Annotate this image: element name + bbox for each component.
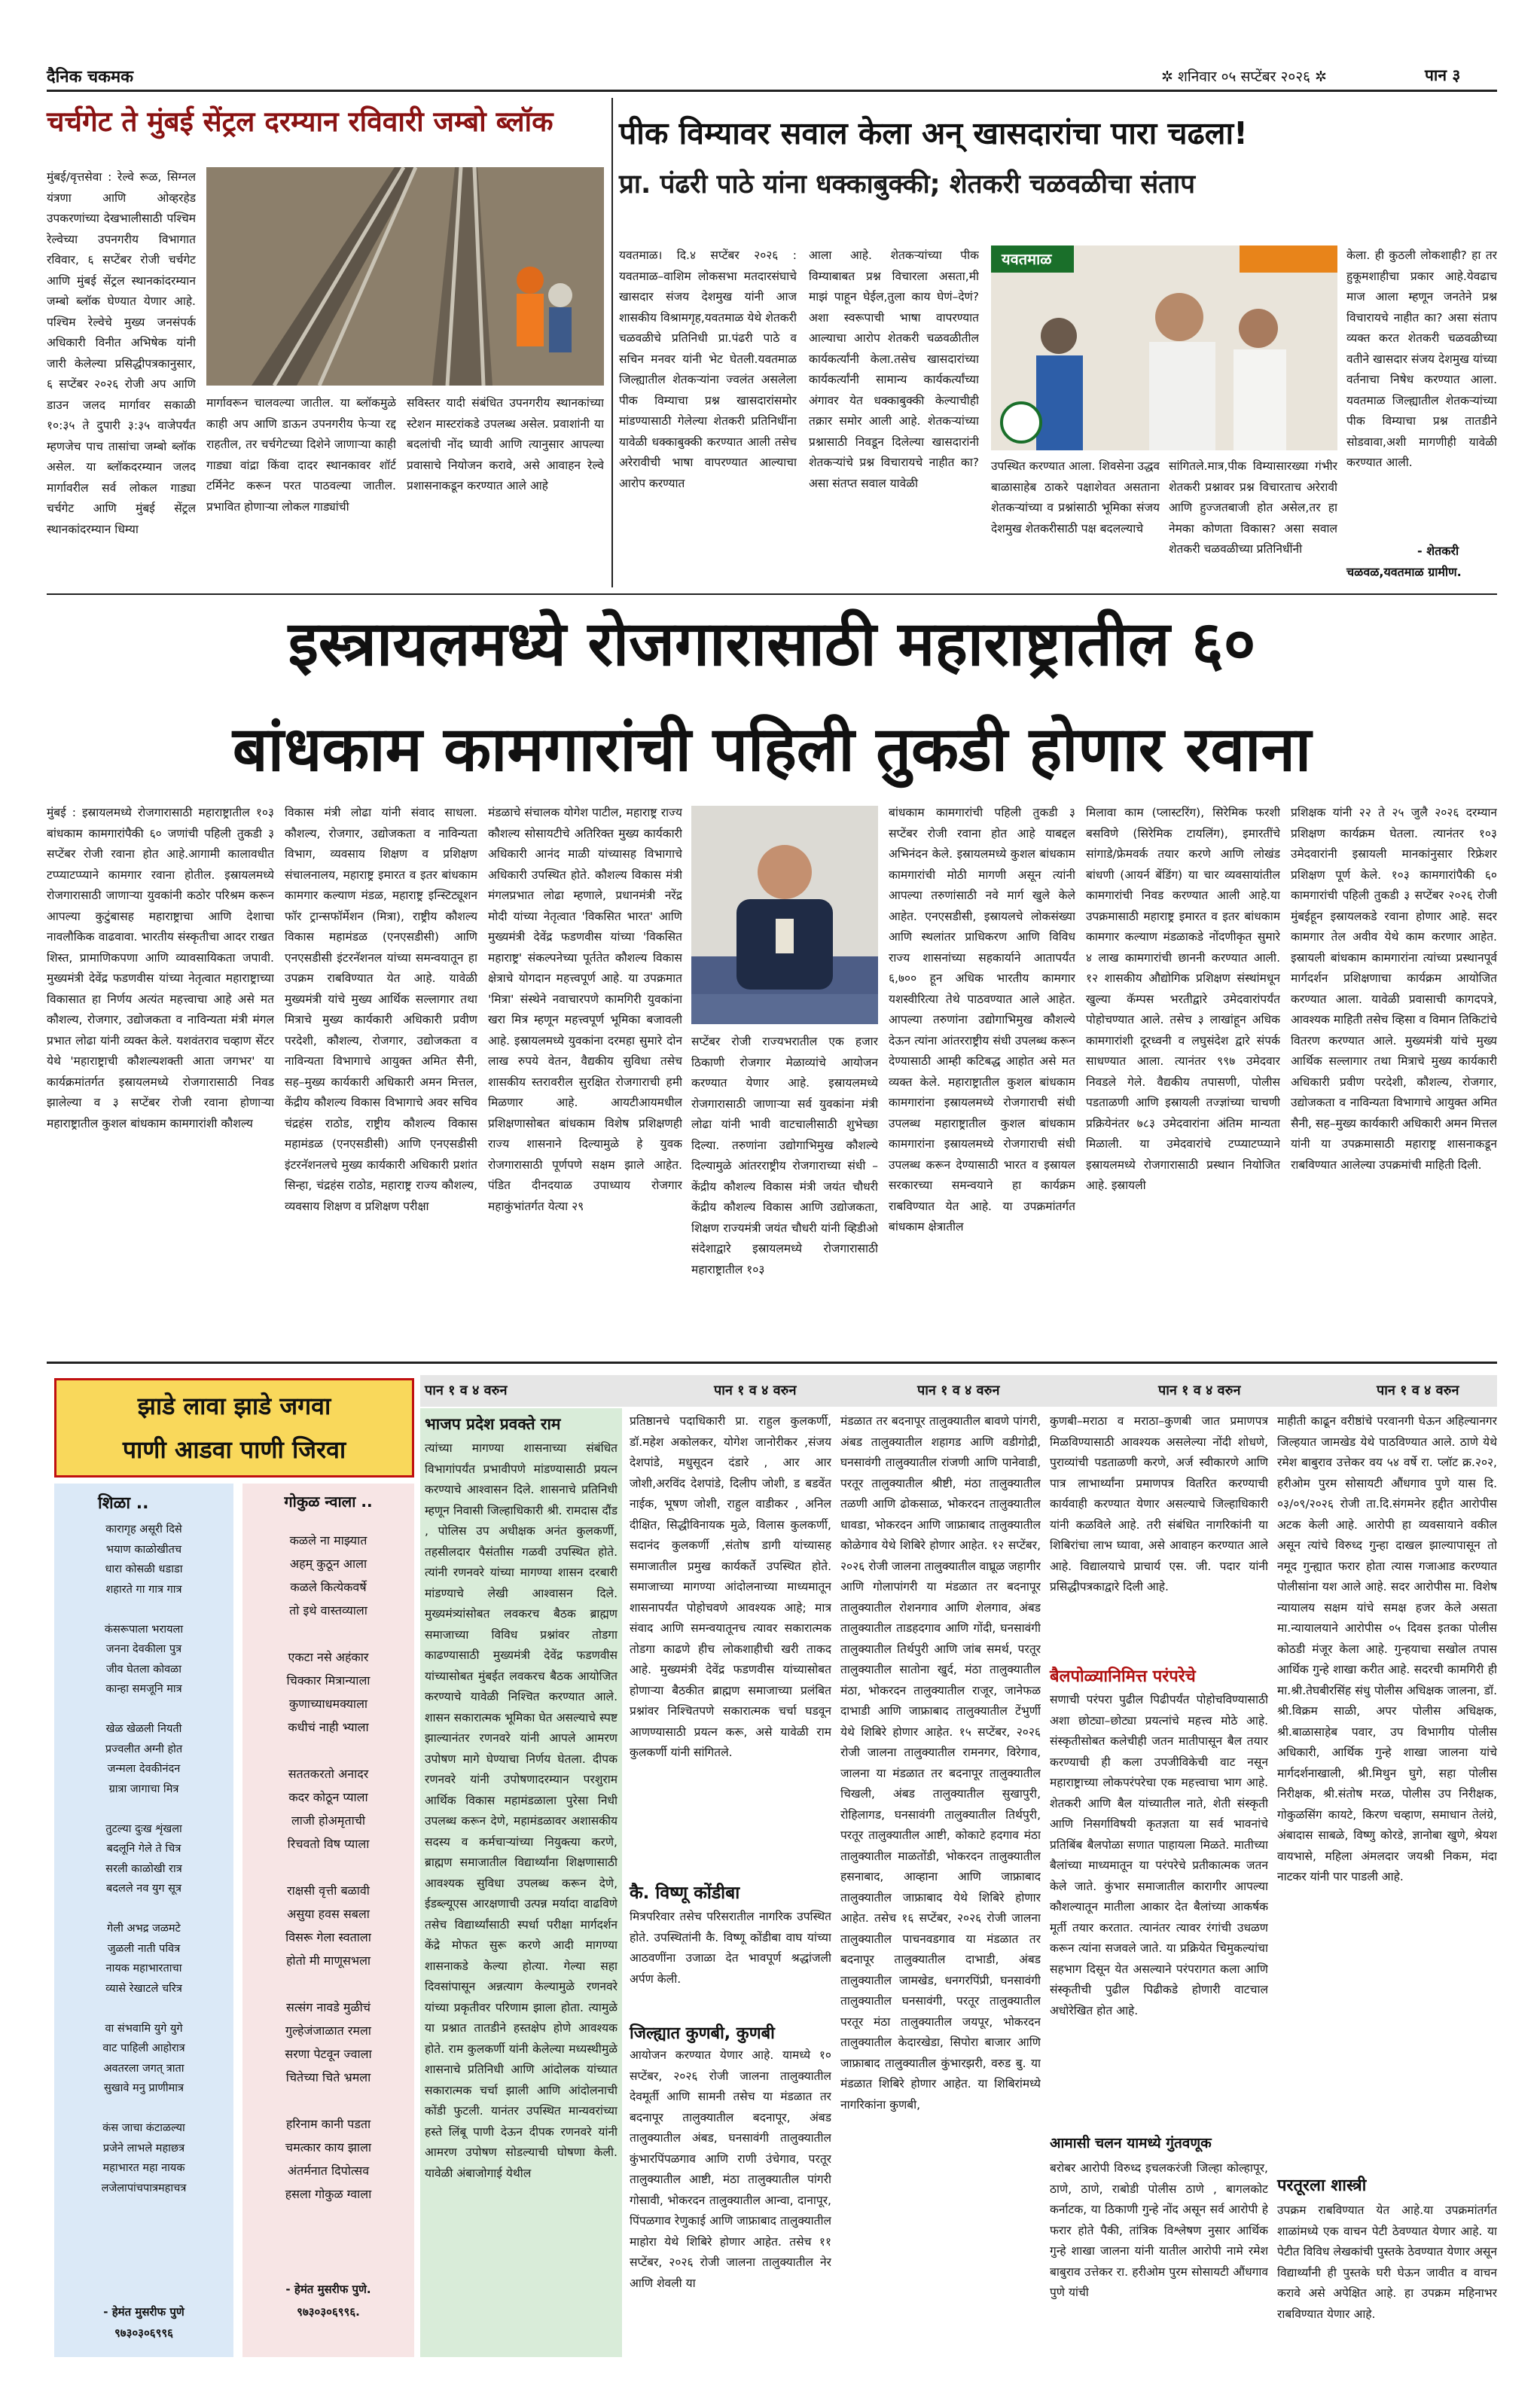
minister-illustration bbox=[691, 806, 878, 1024]
poem-box-2 bbox=[242, 1484, 414, 2357]
cont5-text2: उपक्रम राबविण्यात येत आहे.या उपक्रमांतर्गत शाळांमध्ये एक वाचन पेटी ठेवण्यात येणार आहे. या पेटीत विविध लेखकांची पुस्तके ठेवण्यात येणार असून विद्यार्थ्यांनी ही पुस्तके घरी घेऊन जावीत व वाचन करावे असे अपेक्षित आहे. हा उपक्रम महिनाभर राबविण्यात येणार आहे. bbox=[1277, 2203, 1497, 2321]
israel-col4-text: बांधकाम कामगारांची पहिली तुकडी ३ सप्टेंबर रोजी रवाना होत आहे याबद्दल अभिनंदन केले. इस्रायलमध्ये कुशल बांधकाम कामगारांची मोठी मागणी असून त्यांनी आपल्या तरुणांसाठी नवे मार्ग खुले केले आहेत. एनएसडीसी, इस्रायलचे लोकसंख्या आणि स्थलांतर प्राधिकरण आणि विविध राज्य शासनांच्या सहकार्याने आतापर्यंत ६,७०० हून अधिक भारतीय कामगार यशस्वीरित्या तेथे पाठवण्यात आले आहेत. आपल्या तरुणांना उद्योगाभिमुख कौशल्ये देऊन त्यांना आंतरराष्ट्रीय संधी उपलब्ध करून देण्यासाठी आम्ही कटिबद्ध आहोत असे मत व्यक्त केले. महाराष्ट्रातील कुशल बांधकाम कामगारांना इस्रायलमध्ये रोजगाराची संधी उपलब्ध महाराष्ट्रातील कुशल बांधकाम कामगारांना इस्रायलमध्ये रोजगाराची संधी उपलब्ध करून देण्यासाठी भारत व इस्रायल सरकारच्या समन्वयाने हा कार्यक्रम राबविण्यात येत आहे. या उपक्रमांतर्गत बांधकाम क्षेत्रातील bbox=[889, 806, 1075, 1234]
poem2-line: हरिनाम कानी पडता bbox=[285, 2117, 371, 2131]
banner-line-2: पाणी आडवा पाणी जिरवा bbox=[122, 1435, 346, 1464]
poem1-author: - हेमंत मुसरीफ पुणे bbox=[103, 2305, 184, 2319]
cont2-sign: कै. विष्णू कोंडीबा bbox=[630, 1883, 740, 1903]
poem1-line: कारागृह असूरी दिसे bbox=[105, 1523, 182, 1535]
poem1-line bbox=[62, 1600, 226, 1620]
cont1-title: भाजप प्रदेश प्रवक्ते राम bbox=[425, 1415, 561, 1433]
poem1-line: सुखावे मनु प्राणीमात्र bbox=[103, 2082, 184, 2094]
page-header bbox=[47, 62, 1497, 89]
cont2-text3: आयोजन करण्यात येणार आहे. यामध्ये १० सप्टेंबर, २०२६ रोजी जालना तालुक्यातील देवमूर्ती आणि सामनी तसेच या मंडळात तर बदनापूर तालुक्यातील बदनापूर, अंबड तालुक्यातील अंबड, घनसावंगी तालुक्यातील कुंभारपिंपळगाव आणि राणी उंचेगाव, परतूर तालुक्यातील आष्टी, मंठा तालुक्यातील पांगरी गोसावी, भोकरदन तालुक्यातील आन्वा, दानापूर, पिंपळगाव रेणुकाई आणि जाफ्राबाद तालुक्यातील माहोरा येथे शिबिरे होणार आहेत. तसेच ११ सप्टेंबर, २०२६ रोजी जालना तालुक्यातील नेर आणि शेवली या bbox=[630, 2048, 831, 2290]
poem2-line: असुया हवस सबला bbox=[287, 1907, 370, 1921]
crop-col5-text: केला. ही कुठली लोकशाही? हा तर हुकूमशाहीचा प्रकार आहे.येवढाच माज आला म्हणून जनतेने प्रश्न विचारायचे नाहीत का? असा संताप व्यक्त करत शेतकरी चळवळीच्या वतीने खासदार संजय देशमुख यांच्या वर्तनाचा निषेध करण्यात आला. यवतमाळ जिल्ह्यातील शेतकऱ्यांच्या पीक विम्याचा प्रश्न तातडीने सोडवावा,अशी मागणीही यावेळी करण्यात आली. bbox=[1346, 249, 1497, 469]
poem2-line: राक्षसी वृत्ती बळावी bbox=[287, 1883, 370, 1898]
poem1-line: बदलले नव युग सूत्र bbox=[106, 1883, 181, 1895]
poem1-line: अवतरला जगत् त्राता bbox=[103, 2062, 184, 2075]
poem2-line: रिचवतो विष प्याला bbox=[287, 1837, 370, 1851]
cont-column-1 bbox=[420, 1408, 622, 2357]
poem1-line: शहारते गा गात्र गात्र bbox=[105, 1583, 182, 1596]
rule-below-top bbox=[47, 593, 1497, 595]
poem1-phone: ९७३०३०६९९६ bbox=[114, 2326, 173, 2340]
headline-crop-insurance: पीक विम्यावर सवाल केला अन् खासदारांचा पारा चढला! bbox=[619, 115, 1248, 151]
poem1-line: तुटल्या दुःख शृंखला bbox=[105, 1822, 182, 1835]
poem1-line: बदलूनि गेले ते चित्र bbox=[106, 1843, 181, 1855]
jumbo-col2-text: मार्गावरून चालवल्या जातील. या ब्लॉकमुळे काही अप आणि डाऊन उपनगरीय फेऱ्या रद्द राहतील, तर चर्चगेटच्या दिशेने जाणाऱ्या काही गाड्या वांद्रा किंवा दादर स्थानकावर शॉर्ट टर्मिनेट करून परत पाठवल्या जातील. प्रभावित होणाऱ्या लोकल गाड्यांची bbox=[206, 396, 396, 514]
cont-column-4 bbox=[1050, 1408, 1268, 2357]
jumbo-col1-text: मुंबई/वृत्तसेवा : रेल्वे रूळ, सिग्नल यंत्रणा आणि ओव्हरहेड उपकरणांच्या देखभालीसाठी पश्चिम रेल्वेच्या उपनगरीय विभागात रविवार, ६ सप्टेंबर रोजी चर्चगेट आणि मुंबई सेंट्रल स्थानकांदरम्यान जम्बो ब्लॉक घेण्यात येणार आहे. पश्चिम रेल्वेचे मुख्य जनसंपर्क अधिकारी विनीत अभिषेक यांनी जारी केलेल्या प्रसिद्धीपत्रकानुसार, ६ सप्टेंबर २०२६ रोजी अप आणि डाउन जलद मार्गावर सकाळी १०:३५ ते दुपारी ३:३५ वाजेपर्यंत म्हणजेच पाच तासांचा जम्बो ब्लॉक असेल. या ब्लॉकदरम्यान जलद मार्गावरील सर्व लोकल गाड्या चर्चगेट आणि मुंबई सेंट्रल स्थानकांदरम्यान धिम्या bbox=[47, 170, 196, 536]
story-crop-insurance bbox=[619, 98, 1497, 587]
poem2-line: सततकरतो अनादर bbox=[288, 1767, 369, 1781]
poem2-line: चिक्कार मित्रान्याला bbox=[286, 1673, 371, 1688]
cont2-text2: मित्रपरिवार तसेच परिसरातील नागरिक उपस्थित होते. उपस्थितांनी कै. विष्णू कोंडीबा वाघ यांच्या आठवणींना उजाळा देत भावपूर्ण श्रद्धांजली अर्पण केली. bbox=[630, 1910, 831, 1986]
poem1-line: ग्रात्रा जागाचा मित्र bbox=[108, 1783, 179, 1795]
poem1-line: महाभारत महा नायक bbox=[102, 2162, 185, 2174]
poem2-line bbox=[250, 1739, 407, 1762]
israel-col5-text: मिलावा काम (प्लास्टरिंग), सिरेमिक फरशी बसविणे (सिरेमिक टायलिंग), इमारतींचे सांगाडे/फ्रेमवर्क तयार करणे आणि लोखंड बांधणी (आयर्न बेंडिंग) या चार व्यवसायांतील कामगारांची निवड करण्यात आली आहे.या उपक्रमासाठी महाराष्ट्र इमारत व इतर बांधकाम कामगार कल्याण मंडळाकडे नोंदणीकृत सुमारे ४ लाख कामगारांची छाननी करण्यात आली. १२ शासकीय औद्योगिक प्रशिक्षण संस्थांमधून खुल्या कॅम्पस भरतीद्वारे उमेदवारांपर्यंत पोहोचण्यात आले. तसेच ३ लाखांहून अधिक कामगारांशी दूरध्वनी व लघुसंदेश द्वारे संपर्क साधण्यात आला. त्यानंतर ९९७ उमेदवार निवडले गेले. वैद्यकीय तपासणी, पोलीस पडताळणी आणि इस्रायली तज्ज्ञांच्या चाचणी प्रक्रियेनंतर ७८३ उमेदवारांना अंतिम मान्यता मिळाली. या उमेदवारांचे टप्प्याटप्प्याने इस्रायलमध्ये रोजगारासाठी प्रस्थान नियोजित आहे. इस्रायली bbox=[1086, 806, 1280, 1192]
poem1-line: प्रज्वलीत अग्नी होत bbox=[105, 1743, 183, 1755]
poem1-line: वाट पाहिली आहोरात्र bbox=[102, 2042, 185, 2054]
poem2-line: हसला गोकुळ ग्वाला bbox=[285, 2187, 372, 2201]
crop-signature-1: - शेतकरी bbox=[1417, 544, 1459, 558]
minister-photo bbox=[691, 806, 878, 1024]
israel-col2-text: विकास मंत्री लोढा यांनी संवाद साधला. कौशल्य, रोजगार, उद्योजकता व नाविन्यता विभाग, व्यवसाय शिक्षण व प्रशिक्षण संचालनालय, महाराष्ट्र इमारत व इतर बांधकाम कामगार कल्याण मंडळ, महाराष्ट्र इन्स्टिट्यूशन फॉर ट्रान्सफॉर्मेशन (मित्रा), राष्ट्रीय कौशल्य विकास महामंडळ (एनएसडीसी) आणि एनएसडीसी इंटरनॅशनल यांच्या समन्वयातून हा उपक्रम राबविण्यात येत आहे. यावेळी मुख्यमंत्री यांचे मुख्य आर्थिक सल्लागार तथा मित्राचे मुख्य कार्यकारी अधिकारी प्रवीण परदेशी, कौशल्य, रोजगार, उद्योजकता व नाविन्यता विभागाचे आयुक्त अमित सैनी, सह–मुख्य कार्यकारी अधिकारी अमन मित्तल, केंद्रीय कौशल्य विकास विभागाचे अवर सचिव चंद्रहंस राठोड, राष्ट्रीय कौशल्य विकास महामंडळ (एनएसडीसी) आणि एनएसडीसी इंटरनॅशनलचे मुख्य कार्यकारी अधिकारी प्रशांत सिन्हा, चंद्रहंस राठोड, महाराष्ट्र राज्य कौशल्य, व्यवसाय शिक्षण व प्रशिक्षण परीक्षा bbox=[285, 806, 477, 1213]
poem2-line: अंतर्मनात दिपोत्सव bbox=[287, 2164, 370, 2178]
cont1-text: त्यांच्या मागण्या शासनाच्या संबंधित विभागांपर्यंत प्रभावीपणे मांडण्यासाठी प्रयत्न करण्याचे आश्वासन दिले. शासनाचे प्रतिनिधी म्हणून निवासी जिल्हाधिकारी श्री. रामदास दौंड , पोलिस उप अधीक्षक अनंत कुलकर्णी, तहसीलदार पैसंताीस गळवी उपस्थित होते. त्यांनी रणनवरे यांच्या मागण्या शासन दरबारी मांडण्याचे लेखी आश्वासन दिले. मुख्यमंत्र्यांसोबत लवकरच बैठक ब्राह्मण समाजाच्या विविध प्रश्नांवर तोडगा काढण्यासाठी मुख्यमंत्री देवेंद्र फडणवीस यांच्यासोबत मुंबईत लवकरच बैठक आयोजित करण्याचे यावेळी निश्चित करण्यात आले. शासन सकारात्मक भूमिका घेत असल्याचे स्पष्ट झाल्यानंतर रणनवरे यांनी आपले आमरण उपोषण मागे घेण्याचा निर्णय घेतला. दीपक रणनवरे यांनी उपोषणादरम्यान परशुराम आर्थिक विकास महामंडळाला पुरेसा निधी उपलब्ध करून देणे, महामंडळावर अशासकीय सदस्य व कर्मचाऱ्यांच्या नियुक्त्या करणे, ब्राह्मण समाजातील विद्यार्थ्यांना शिक्षणासाठी आवश्यक सुविधा उपलब्ध करून देणे, ईडब्ल्यूएस आरक्षणाची उत्पन्न मर्यादा वाढविणे तसेच विद्यार्थ्यांसाठी स्पर्धा परीक्षा मार्गदर्शन केंद्रे मोफत सुरू करणे आदी मागण्या शासनाकडे केल्या होत्या. गेल्या सहा दिवसांपासून अन्नत्याग केल्यामुळे रणनवरे यांच्या प्रकृतीवर परिणाम झाला होता. त्यामुळे या प्रश्नात तातडीने हस्तक्षेप होणे आवश्यक होते. राम कुलकर्णी यांनी केलेल्या मध्यस्थीमुळे शासनाचे प्रतिनिधी आणि आंदोलक यांच्यात सकारात्मक चर्चा झाली आणि आंदोलनाची कोंडी फुटली. यानंतर उपस्थित मान्यवरांच्या हस्ते लिंबू पाणी देऊन दीपक रणनवरे यांनी आमरण उपोषण सोडल्याची घोषणा केली. यावेळी अंबाजोगाई येथील bbox=[425, 1441, 618, 2180]
continuation-label-2: पान १ व ४ वरुन bbox=[714, 1383, 797, 1398]
poem1-line bbox=[62, 1700, 226, 1720]
cont3-text: मंडळात तर बदनापूर तालुक्यातील बावणे पांगरी, अंबड तालुक्यातील शहागड आणि वडीगोद्री, घनसावंगी तालुक्यातील रांजणी आणि पानेवाडी, परतूर तालुक्यातील श्रीष्टी, मंठा तालुक्यातील तळणी आणि ढोकसाळ, भोकरदन तालुक्यातील धावडा, भोकरदन आणि जाफ्राबाद तालुक्यातील कोळेगाव येथे शिबिरे होणार आहेत. १२ सप्टेंबर, २०२६ रोजी जालना तालुक्यातील वाघ्रूळ जहागीर आणि गोलापांगरी या मंडळात तर बदनापूर तालुक्यातील रोशनगाव आणि शेलगाव, अंबड तालुक्यातील ताडहदगाव आणि गोंदी, घनसावंगी तालुक्यातील तिर्थपुरी आणि जांब समर्थ, परतूर तालुक्यातील सातोना खुर्द, मंठा तालुक्यातील मंठा, भोकरदन तालुक्यातील राजूर, जानेफळ दाभाडी आणि जाफ्राबाद तालुक्यातील टेंभुर्णी येथे शिबिरे होणार आहेत. १५ सप्टेंबर, २०२६ रोजी जालना तालुक्यातील रामनगर, विरेगाव, जालना या मंडळात तर बदनापूर तालुक्यातील चिखली, अंबड तालुक्यातील सुखापुरी, रोहिलागड, घनसावंगी तालुक्यातील तिर्थपुरी, परतूर तालुक्यातील आष्टी, कोकाटे हदगाव मंठा तालुक्यातील माळतोंडी, भोकरदन तालुक्यातील हसनाबाद, आव्हाना आणि जाफ्राबाद तालुक्यातील जाफ्राबाद येथे शिबिरे होणार आहेत. तसेच १६ सप्टेंबर, २०२६ रोजी जालना तालुक्यातील पाचनवडगाव या मंडळात तर बदनापूर तालुक्यातील दाभाडी, अंबड तालुक्यातील जामखेड, धनगरपिंप्री, घनसावंगी तालुक्यातील घनसावंगी, परतूर तालुक्यातील परतूर मंठा तालुक्यातील जयपूर, भोकरदन तालुक्यातील केदारखेडा, सिपोरा बाजार आणि जाफ्राबाद तालुक्यातील कुंभारझरी, वरुड बु. या मंडळात शिबिरे होणार आहेत. या शिबिरांमध्ये नागरिकांना कुणबी, bbox=[840, 1414, 1041, 2112]
poem2-line: कळले ना माझ्यात bbox=[289, 1533, 367, 1548]
poem2-line bbox=[250, 1972, 407, 1996]
poem1-line: व्यासे रेखाटले चरित्र bbox=[105, 1982, 182, 1995]
poem2-line bbox=[250, 2089, 407, 2112]
poem2-line bbox=[250, 1856, 407, 1879]
crop-col4-text: सांगितले.मात्र,पीक विम्यासारख्या गंभीर शेतकरी प्रश्नावर प्रश्न विचारताच अरेरावी आणि हुज्जतबाजी होत असेल,तर हा नेमका कोणता विकास? असा सवाल शेतकरी चळवळीच्या प्रतिनिधींनी bbox=[1169, 459, 1337, 556]
israel-col3-text: मंडळाचे संचालक योगेश पाटील, महाराष्ट्र राज्य कौशल्य सोसायटीचे अतिरिक्त मुख्य कार्यकारी अधिकारी आनंद माळी यांच्यासह विभागाचे अधिकारी उपस्थित होते. कौशल्य विकास मंत्री मंगलप्रभात लोढा म्हणाले, प्रधानमंत्री नरेंद्र मोदी यांच्या नेतृत्वात 'विकसित भारत' आणि मुख्यमंत्री देवेंद्र फडणवीस यांच्या 'विकसित महाराष्ट्र' संकल्पनेच्या पूर्ततेत कौशल्य विकास क्षेत्राचे योगदान महत्त्वपूर्ण आहे. या उपक्रमात 'मित्रा' संस्थेने नवाचारपणे कामगिरी युवकांना खरा मित्र म्हणून महत्त्वपूर्ण भूमिका बजावली आहे. इस्रायलमध्ये युवकांना दरमहा सुमारे दोन लाख रुपये वेतन, वैद्यकीय सुविधा तसेच शासकीय स्तरावरील सुरक्षित रोजगाराची हमी मिळणार आहे. आयटीआयमधील प्रशिक्षणासोबत बांधकाम विशेष प्रशिक्षणही राज्य शासनाने दिल्यामुळे हे युवक रोजगारासाठी पूर्णपणे सक्षम झाले आहेत. पंडित दीनदयाळ उपाध्याय रोजगार महाकुंभांतर्गत येत्या २९ bbox=[488, 806, 682, 1213]
israel-col6-text: प्रशिक्षक यांनी २२ ते २५ जुलै २०२६ दरम्यान प्रशिक्षण कार्यक्रम घेतला. त्यानंतर १०३ उमेदवारांनी इस्रायली मानकांनुसार रिफ्रेशर प्रशिक्षण पूर्ण केले. १०३ कामगारांपैकी ६० कामगारांची पहिली तुकडी ३ सप्टेंबर २०२६ रोजी मुंबईहून इस्रायलकडे रवाना होणार आहे. सदर कामगार तेल अवीव येथे काम करणार आहेत. इस्रायली बांधकाम कामगारांना त्यांच्या प्रस्थानपूर्व मार्गदर्शन प्रशिक्षणाचा कार्यक्रम आयोजित करण्यात आला. यावेळी प्रवासाची कागदपत्रे, आवश्यक माहिती तसेच व्हिसा व विमान तिकिटांचे वितरण करण्यात आले. मुख्यमंत्री यांचे मुख्य आर्थिक सल्लागार तथा मित्राचे मुख्य कार्यकारी अधिकारी प्रवीण परदेशी, कौशल्य, रोजगार, उद्योजकता व नाविन्यता विभागाचे आयुक्त अमित सैनी, सह–मुख्य कार्यकारी अधिकारी अमन मित्तल यांनी या उपक्रमासाठी महाराष्ट्र शासनाकडून राबविण्यात आलेल्या उपक्रमांची माहिती दिली. bbox=[1291, 806, 1497, 1172]
cont4-text: कुणबी–मराठा व मराठा–कुणबी जात प्रमाणपत्र मिळविण्यासाठी आवश्यक असलेल्या नोंदी शोधणे, पुराव्यांची पडताळणी करणे, अर्ज स्वीकारणे आणि पात्र लाभार्थ्यांना प्रमाणपत्र वितरित करण्याची कार्यवाही करण्यात येणार असल्याचे जिल्हाधिकारी यांनी कळविले आहे. तरी संबंधित नागरिकांनी या शिबिरांचा लाभ घ्यावा, असे आवाहन करण्यात आले आहे. विद्यालयाचे प्राचार्य एस. जी. पदार यांनी प्रसिद्धीपत्रकाद्वारे दिली आहे. bbox=[1050, 1414, 1268, 1593]
poem1-line: भयाण काळोखीतच bbox=[105, 1543, 182, 1556]
poem1-line: जीव घेतला कोवळा bbox=[106, 1663, 181, 1676]
poem1-title: शिळा .. bbox=[98, 1494, 149, 1513]
mp-meeting-photo bbox=[991, 245, 1337, 450]
poem1-line: लजेलापांचपात्रमहाचत्र bbox=[101, 2182, 187, 2194]
poem2-line: चमत्कार काय झाला bbox=[285, 2140, 372, 2155]
poem2-line: सत्संग नावडे मुळीचं bbox=[286, 2000, 371, 2014]
poem1-line: कंस जाचा कंटाळल्या bbox=[102, 2122, 185, 2134]
cont2-title2: जिल्ह्यात कुणबी, कुणबी bbox=[630, 2024, 775, 2043]
continuation-bar bbox=[420, 1375, 1497, 1407]
poem2-line: अहम् कुठून आला bbox=[289, 1557, 367, 1571]
poem2-line: गुल्हेजंजाळात रमला bbox=[285, 2023, 371, 2038]
crop-col1-text: यवतमाळ। दि.४ सप्टेंबर २०२६ : यवतमाळ–वाशिम लोकसभा मतदारसंघाचे खासदार संजय देशमुख यांनी आज शासकीय विश्रामगृह,यवतमाळ येथे शेतकरी चळवळीचे प्रतिनिधी प्रा.पंढरी पाठे व सचिन मनवर यांनी भेट घेतली.यवतमाळ जिल्ह्यातील शेतकऱ्यांना ज्वलंत असलेला पीक विम्याचा प्रश्न खासदारांसमोर मांडण्यासाठी गेलेल्या शेतकरी प्रतिनिधींना यावेळी धक्काबुक्की करण्यात आली तसेच अरेरावीची भाषा वापरण्यात आल्याचा आरोप करण्यात bbox=[619, 249, 797, 490]
poem-box-1 bbox=[54, 1484, 233, 2357]
poem1-line bbox=[62, 1999, 226, 2019]
cont-column-2 bbox=[630, 1408, 831, 2357]
headline-israel-line2: बांधकाम कामगारांची पहिली तुकडी होणार रवाना bbox=[232, 714, 1312, 785]
header-rule bbox=[47, 90, 1497, 92]
continuation-label-1: पान १ व ४ वरुन bbox=[425, 1383, 508, 1398]
cont4-text2: सणाची परंपरा पुढील पिढीपर्यंत पोहोचविण्यासाठी अशा छोट्या–छोट्या प्रयत्नांचे महत्त्व मोठे आहे. संस्कृतीसोबत कलेचीही जतन मातीपासून बैल तयार करण्याची ही कला उपजीविकेची वाट नसून महाराष्ट्राच्या लोकपरंपरेचा एक महत्त्वाचा भाग आहे. शेतकरी आणि बैल यांच्यातील नाते, शेती संस्कृती आणि निसर्गाविषयी कृतज्ञता या सर्व भावनांचे प्रतिबिंब बैलपोळा सणात पाहायला मिळते. मातीच्या बैलांच्या माध्यमातून या परंपरेचे प्रतीकात्मक जतन केले जाते. कुंभार समाजातील कारागीर आपल्या कौशल्यातून मातीला आकार देत बैलांच्या आकर्षक मूर्ती तयार करतात. त्यानंतर त्यावर रंगांची उधळण करून त्यांना सजवले जाते. या प्रक्रियेत चिमुकल्यांचा सहभाग दिसून येत असल्याने परंपरागत कला आणि संस्कृतीची पुढील पिढीकडे होणारी वाटचाल अधोरेखित होत आहे. bbox=[1050, 1693, 1268, 2017]
crop-col2-text: आला आहे. शेतकऱ्यांच्या पीक विम्याबाबत प्रश्न विचारला असता,मी माझं पाहून घेईल,तुला काय घेणं–देणं? अशा स्वरूपाची भाषा वापरण्यात आल्याचा आरोप शेतकरी चळवळीतील कार्यकर्त्यांनी केला.तसेच खासदारांच्या कार्यकर्त्यांनी सामान्य कार्यकर्त्यांच्या अंगावर येत धक्काबुक्की केल्याचीही तक्रार समोर आली आहे. शेतकऱ्यांच्या प्रश्नासाठी निवडून दिलेल्या खासदारांनी शेतकऱ्यांचे प्रश्न विचारायचे नाहीत का? असा संतप्त सवाल यावेळी bbox=[809, 249, 979, 490]
poem1-line: प्रजेने लाभले महाछत्र bbox=[102, 2142, 185, 2155]
newspaper-name: दैनिक चकमक bbox=[47, 68, 134, 87]
poem2-line: कळले कित्येकवर्षे bbox=[290, 1580, 367, 1594]
subhead-crop-insurance: प्रा. पंढरी पाठे यांना धक्काबुक्की; शेतकरी चळवळीचा संताप bbox=[619, 169, 1196, 200]
poem-banner bbox=[54, 1378, 414, 1478]
cont4-title2: आमासी चलन यामध्ये गुंतवणूक bbox=[1050, 2135, 1212, 2152]
israel-col1-text: मुंबई : इस्रायलमध्ये रोजगारासाठी महाराष्ट्रातील १०३ बांधकाम कामगारांपैकी ६० जणांची पहिली तुकडी ३ सप्टेंबर रोजी रवाना होत आहे.आगामी कालावधीत टप्प्याटप्प्याने कामगार रवाना होतील. इस्रायलमध्ये रोजगारासाठी जाणाऱ्या युवकांनी कठोर परिश्रम करून आपल्या कुटुंबासह महाराष्ट्राचा आणि देशाचा नावलौकिक वाढवावा. भारतीय संस्कृतीचा आदर राखत शिस्त, प्रामाणिकपणा आणि व्यावसायिकता जपावी. मुख्यमंत्री देवेंद्र फडणवीस यांच्या नेतृत्वात महाराष्ट्राच्या विकासात हा निर्णय अत्यंत महत्त्वाचा आहे असे मत कौशल्य, रोजगार, उद्योजकता व नाविन्यता मंत्री मंगल प्रभात लोढा यांनी व्यक्त केले. यशवंतराव चव्हाण सेंटर येथे 'महाराष्ट्राची कौशल्यशक्ती आता जगभर' या कार्यक्रमांतर्गत इस्रायलमध्ये रोजगारासाठी निवड झालेल्या व ३ सप्टेंबर रोजी रवाना होणाऱ्या महाराष्ट्रातील कुशल बांधकाम कामगारांशी कौशल्य bbox=[47, 806, 274, 1130]
poem1-line: गेली अभद्र जळमटे bbox=[107, 1923, 181, 1935]
poem1-line: सरली काळोखी रात्र bbox=[105, 1862, 182, 1875]
poem1-line: धारा कोसळी धडाडा bbox=[105, 1563, 183, 1575]
poem2-line: लाजी होअमृताची bbox=[291, 1813, 366, 1828]
poem2-line: कधीचं नाही भ्याला bbox=[288, 1720, 369, 1734]
meeting-illustration bbox=[991, 245, 1337, 450]
rule-below-israel bbox=[47, 1362, 1497, 1364]
poem1-line: नायक महाभारताचा bbox=[105, 1962, 182, 1975]
poem2-author: - हेमंत मुसरीफ पुणे. bbox=[285, 2283, 371, 2296]
poem1-line: कंसरूपाला भरायला bbox=[104, 1623, 184, 1636]
railway-work-photo bbox=[206, 167, 604, 386]
continuation-label-4: पान १ व ४ वरुन bbox=[1158, 1383, 1241, 1398]
minister-caption-text: सप्टेंबर रोजी राज्यभरातील एक हजार ठिकाणी रोजगार मेळाव्यांचे आयोजन करण्यात येणार आहे. इस्रायलमध्ये रोजगारासाठी जाणाऱ्या सर्व युवकांना मंत्री लोढा यांनी भावी वाटचालीसाठी शुभेच्छा दिल्या. तरुणांना उद्योगाभिमुख कौशल्ये दिल्यामुळे आंतरराष्ट्रीय रोजगाराच्या संधी – केंद्रीय कौशल्य विकास मंत्री जयंत चौधरी केंद्रीय कौशल्य विकास आणि उद्योजकता, शिक्षण राज्यमंत्री जयंत चौधरी यांनी व्हिडीओ संदेशाद्वारे इस्रायलमध्ये रोजगारासाठी महाराष्ट्रातील १०३ bbox=[691, 1035, 878, 1276]
poem1-line: जनना देवकीला पुत्र bbox=[105, 1643, 182, 1655]
poem1-line bbox=[62, 1799, 226, 1819]
poem1-line: वा संभवामि युगे युगे bbox=[105, 2022, 183, 2035]
crop-signature-2: चळवळ,यवतमाळ ग्रामीण. bbox=[1346, 565, 1462, 579]
cont4-title: बैलपोळ्यानिमित्त परंपरेचे bbox=[1050, 1667, 1196, 1686]
poem2-line: तो इथे वास्तव्याला bbox=[289, 1603, 367, 1618]
photo-tag: यवतमाळ bbox=[1002, 250, 1052, 268]
cont5-title: परतूरला शास्त्री bbox=[1277, 2176, 1367, 2195]
cont2-text: प्रतिष्ठानचे पदाधिकारी प्रा. राहुल कुलकर्णी, डॉ.महेश अकोलकर, योगेश जानोरीकर ,संजय देशपांडे, मधुसूदन दंडारे , आर आर जोशी,अरविंद देशपांडे, दिलीप जोशी, ड बडवेंत नाईक, भूषण जोशी, राहुल वाडीकर , अनिल दीक्षित, सिद्धीविनायक मुळे, विलास कुलकर्णी, सदानंद कुलकर्णी ,संतोष डागी यांच्यासह समाजातील प्रमुख कार्यकर्ते उपस्थित होते. समाजाच्या मागण्या आंदोलनाच्या माध्यमातून शासनापर्यंत पोहोचवणे आवश्यक आहे; मात्र संवाद आणि समन्वयातूनच त्यावर सकारात्मक तोडगा काढणे हीच लोकशाहीची खरी ताकद आहे. मुख्यमंत्री देवेंद्र फडणवीस यांच्यासोबत होणाऱ्या बैठकीत ब्राह्मण समाजाच्या प्रलंबित प्रश्नांवर निश्चितपणे सकारात्मक चर्चा घडवून आणण्यासाठी प्रयत्न करू, असे यावेळी राम कुलकर्णी यांनी सांगितले. bbox=[630, 1414, 831, 1759]
poem2-line: कदर कोठून प्याला bbox=[288, 1790, 368, 1804]
poem1-line: खेळ खेळली नियती bbox=[105, 1723, 182, 1735]
railway-track-illustration bbox=[206, 167, 604, 386]
poem1-line: जन्मला देवकीनंदन bbox=[107, 1763, 181, 1775]
crop-col3-text: उपस्थित करण्यात आला. शिवसेना उद्धव बाळासाहेब ठाकरे पक्षाशेवत असताना शेतकऱ्यांच्या व प्रश्नांसाठी भूमिका संजय देशमुख शेतकरीसाठी पक्ष बदलल्याचे bbox=[991, 459, 1160, 535]
continuation-label-3: पान १ व ४ वरुन bbox=[917, 1383, 1000, 1398]
vertical-divider-top bbox=[611, 98, 613, 587]
poem2-line: एकटा नसे अहंकार bbox=[288, 1650, 369, 1664]
poem1-line bbox=[62, 1899, 226, 1920]
banner-line-1: झाडे लावा झाडे जगवा bbox=[137, 1392, 331, 1420]
poem2-lines bbox=[250, 1529, 407, 2206]
continuation-label-5: पान १ व ४ वरुन bbox=[1377, 1383, 1459, 1398]
poem1-line bbox=[62, 2099, 226, 2119]
cont4-text3: बरोबर आरोपी विरुध्द इचलकरंजी जिल्हा कोल्हापूर, ठाणे, ठाणे, राबोडी पोलीस ठाणे , बागलकोट कर्नाटक, या ठिकाणी गुन्हे नोंद असून सर्व आरोपी हे फरार होते पैकी, तांत्रिक विश्लेषण नुसार आर्थिक गुन्हे शाखा जालना यांनी यातील आरोपी नामे रमेश बाबुराव उत्तेकर रा. हरीओम पुरम सोसायटी औंधगाव पुणे यांची bbox=[1050, 2161, 1268, 2299]
issue-date: ✲ शनिवार ०५ सप्टेंबर २०२६ ✲ bbox=[1161, 69, 1327, 85]
cont-column-5 bbox=[1277, 1408, 1497, 2357]
poem2-line: सरणा पेटवून ज्वाला bbox=[285, 2047, 372, 2061]
poem1-lines bbox=[62, 1520, 226, 2198]
poem2-line: चितेच्या चिते भ्रमला bbox=[285, 2070, 371, 2084]
poem2-line bbox=[250, 1622, 407, 1645]
poem2-phone: ९७३०३०६९९६. bbox=[297, 2305, 360, 2319]
poem2-line: विसरू गेला स्वताला bbox=[285, 1930, 371, 1944]
headline-israel-line1: इस्त्रायलमध्ये रोजगारासाठी महाराष्ट्रातील ६० bbox=[288, 608, 1256, 680]
poem1-line: जुळली नाती पवित्र bbox=[107, 1942, 181, 1955]
story-jumbo-block bbox=[47, 98, 604, 587]
headline-jumbo-block: चर्चगेट ते मुंबई सेंट्रल दरम्यान रविवारी जम्बो ब्लॉक bbox=[47, 105, 553, 138]
cont5-text: माहीती काढून वरीष्ठांचे परवानगी घेऊन अहिल्यानगर जिल्हयात जामखेड येथे पाठविण्यात आले. ठाणे येथे रमेश बाबुराव उत्तेकर वय ५४ वर्षे रा. प्लॉट क्र.२०२, हरीओम पुरम सोसायटी औंधगाव पुणे यास दि. ०३/०९/२०२६ रोजी ता.दि.संगमनेर हद्दीत आरोपीस अटक केली आहे. आरोपी हा व्यवसायाने वकील असून त्यांचे विरुध्द गुन्हा दाखल झाल्यापासून तो नमूद गुन्ह्यात फरार होता त्यास गजाआड करण्यात पोलीसांना यश आले आहे. सदर आरोपीस मा. विशेष न्यायालय सक्षम यांचे समक्ष हजर केले असता मा.न्यायालयाने आरोपीस ०५ दिवस इतका पोलीस कोठडी मंजूर केला आहे. गुन्हयाचा सखोल तपास आर्थिक गुन्हे शाखा करीत आहे. सदरची कामगिरी ही मा.श्री.तेघबीरसिंह संधु पोलीस अधिक्षक जालना, डॉ. श्री.विक्रम साळी, अपर पोलीस अधिक्षक, श्री.बाळासाहेब पवार, उप विभागीय पोलीस अधिकारी, आर्थिक गुन्हे शाखा जालना यांचे मार्गदर्शनाखाली, श्री.मिथुन घुगे, सहा पोलीस निरीक्षक, श्री.संतोष मरळ, पोलीस उप निरीक्षक, गोकुळसिंग कायटे, किरण चव्हाण, समाधान तेलंग्रे, अंबादास साबळे, विष्णु कोरडे, ज्ञानोबा खुणे, श्रेयश वायभासे, महिला अंमलदार जयश्री निकम, मंदा नाटकर यांनी पार पाडली आहे. bbox=[1277, 1414, 1497, 1883]
poem2-line: कुणाच्याधमक्याला bbox=[288, 1697, 368, 1711]
jumbo-col3-text: सविस्तर यादी संबंधित उपनगरीय स्थानकांच्या स्टेशन मास्टरांकडे उपलब्ध असेल. प्रवाशांनी या बदलांची नोंद घ्यावी आणि त्यानुसार आपल्या प्रवासाचे नियोजन करावे, असे आवाहन रेल्वे प्रशासनाकडून करण्यात आले आहे bbox=[407, 396, 604, 493]
page-number: पान ३ bbox=[1425, 66, 1461, 84]
poem2-title: गोकुळ न्वाला .. bbox=[284, 1493, 373, 1511]
poem2-line: होतो मी माणूसभला bbox=[285, 1953, 371, 1968]
poem1-line: कान्हा समजूनि मात्र bbox=[105, 1683, 182, 1695]
